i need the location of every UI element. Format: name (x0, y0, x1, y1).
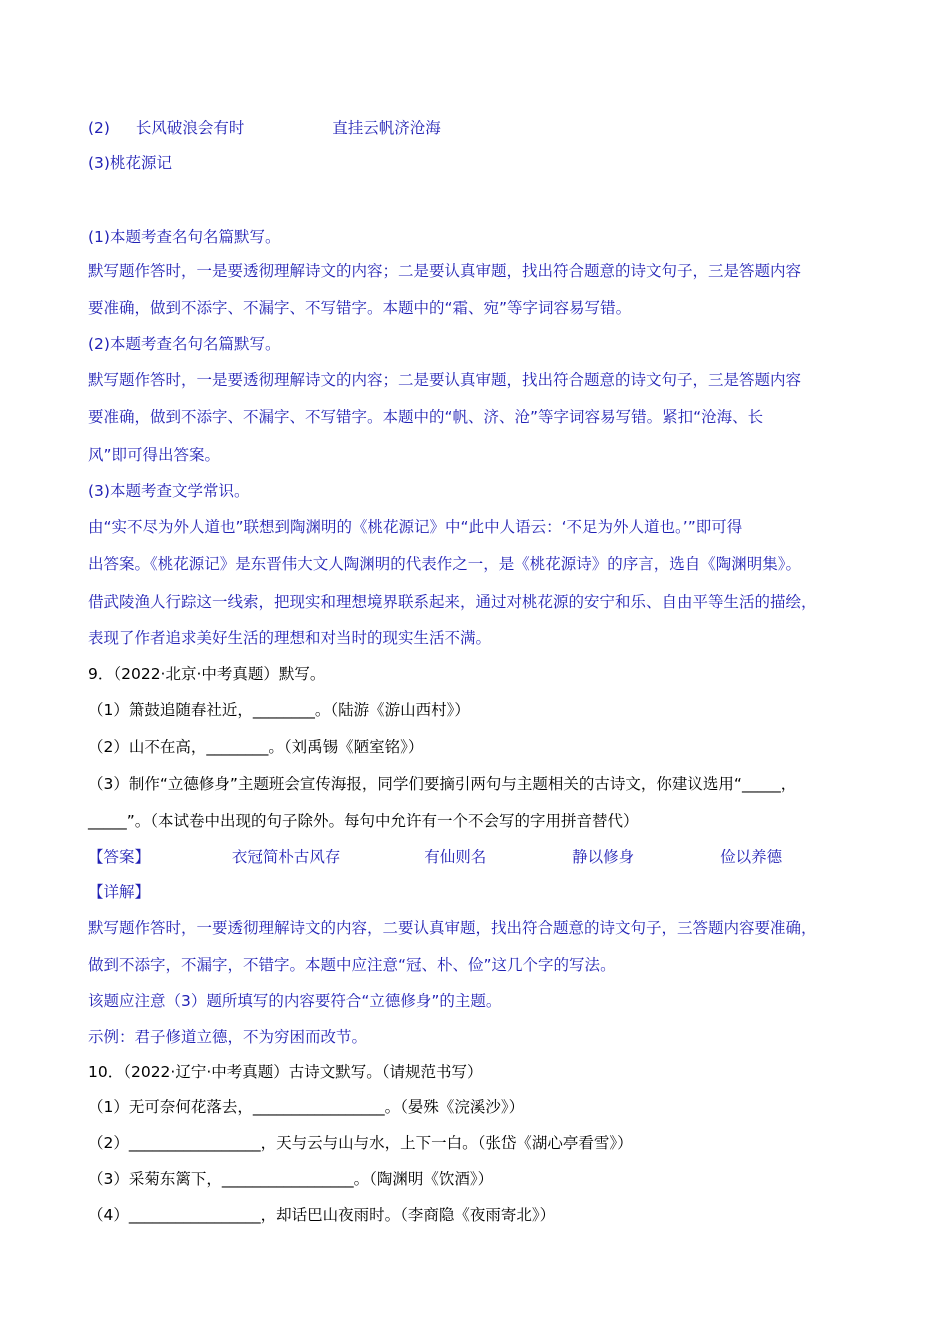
answer-blank-3: 静以修身 (572, 848, 635, 866)
prev-explain-line: 默写题作答时，一是要透彻理解诗文的内容；二是要认真审题，找出符合题意的诗文句子，三是答题内容 (88, 262, 802, 280)
prev-answer-2-number: (2) (88, 119, 110, 137)
detail-line: 默写题作答时，一要透彻理解诗文的内容，二要认真审题，找出符合题意的诗文句子，三答题内容要准确， (88, 919, 817, 937)
prev-answer-3: (3)桃花源记 (88, 154, 172, 172)
detail-line: 示例：君子修道立德，不为穷困而改节。 (88, 1028, 368, 1046)
prev-explain-line: 风”即可得出答案。 (88, 446, 221, 464)
prev-explain-line: (2)本题考查名句名篇默写。 (88, 335, 281, 353)
prev-explain-line: 默写题作答时，一是要透彻理解诗文的内容；二是要认真审题，找出符合题意的诗文句子，三是答题内容 (88, 371, 802, 389)
question-9-item: （2）山不在高，________。（刘禹锡《陋室铭》） (88, 738, 424, 756)
question-10-item: （2）_________________，天与云与山与水，上下一白。（张岱《湖心亭看雪》） (88, 1134, 633, 1152)
answer-label: 【答案】 (88, 848, 151, 866)
question-10-item: （4）_________________，却话巴山夜雨时。（李商隐《夜雨寄北》） (88, 1206, 556, 1224)
answer-blank-4: 俭以养德 (720, 848, 783, 866)
prev-explain-line: (3)本题考查文学常识。 (88, 482, 250, 500)
prev-answer-2-part2: 直挂云帆济沧海 (332, 119, 441, 137)
answer-blank-2: 有仙则名 (424, 848, 487, 866)
detail-line: 做到不添字，不漏字，不错字。本题中应注意“冠、朴、俭”这几个字的写法。 (88, 956, 616, 974)
detail-label: 【详解】 (88, 883, 151, 901)
question-9-item: （1）箫鼓追随春社近，________。（陆游《游山西村》） (88, 701, 470, 719)
question-10-item: （3）采菊东篱下，_________________。（陶渊明《饮酒》） (88, 1170, 494, 1188)
answer-blank-1: 衣冠简朴古风存 (231, 848, 341, 866)
question-9-title: 9．（2022·北京·中考真题）默写。 (88, 665, 326, 683)
prev-explain-line: 借武陵渔人行踪这一线索，把现实和理想境界联系起来，通过对桃花源的安宁和乐、自由平等生活的描绘， (88, 593, 817, 611)
prev-answer-2 (88, 117, 441, 139)
question-9-item: _____”。（本试卷中出现的句子除外。每句中允许有一个不会写的字用拼音替代） (88, 812, 639, 830)
prev-explain-line: 由“实不尽为外人道也”联想到陶渊明的《桃花源记》中“此中人语云：‘不足为外人道也。’”即可得 (88, 518, 743, 536)
prev-explain-line: 要准确，做到不添字、不漏字、不写错字。本题中的“帆、济、沧”等字词容易写错。紧扣“沧海、长 (88, 408, 764, 426)
prev-explain-line: 要准确，做到不添字、不漏字、不写错字。本题中的“霜、宛”等字词容易写错。 (88, 299, 632, 317)
prev-explain-line: (1)本题考查名句名篇默写。 (88, 228, 281, 246)
question-9-answer (88, 846, 782, 868)
question-10-item: （1）无可奈何花落去，_________________。（晏殊《浣溪沙》） (88, 1098, 525, 1116)
prev-explain-line: 表现了作者追求美好生活的理想和对当时的现实生活不满。 (88, 629, 492, 647)
detail-line: 该题应注意（3）题所填写的内容要符合“立德修身”的主题。 (88, 992, 502, 1010)
question-10-title: 10．（2022·辽宁·中考真题）古诗文默写。（请规范书写） (88, 1063, 483, 1081)
question-9-item: （3）制作“立德修身”主题班会宣传海报，同学们要摘引两句与主题相关的古诗文，你建议选用“_____， (88, 775, 797, 793)
prev-explain-line: 出答案。《桃花源记》是东晋伟大文人陶渊明的代表作之一，是《桃花源诗》的序言，选自《陶渊明集》。 (88, 555, 802, 573)
prev-answer-2-part1: 长风破浪会有时 (135, 119, 245, 137)
